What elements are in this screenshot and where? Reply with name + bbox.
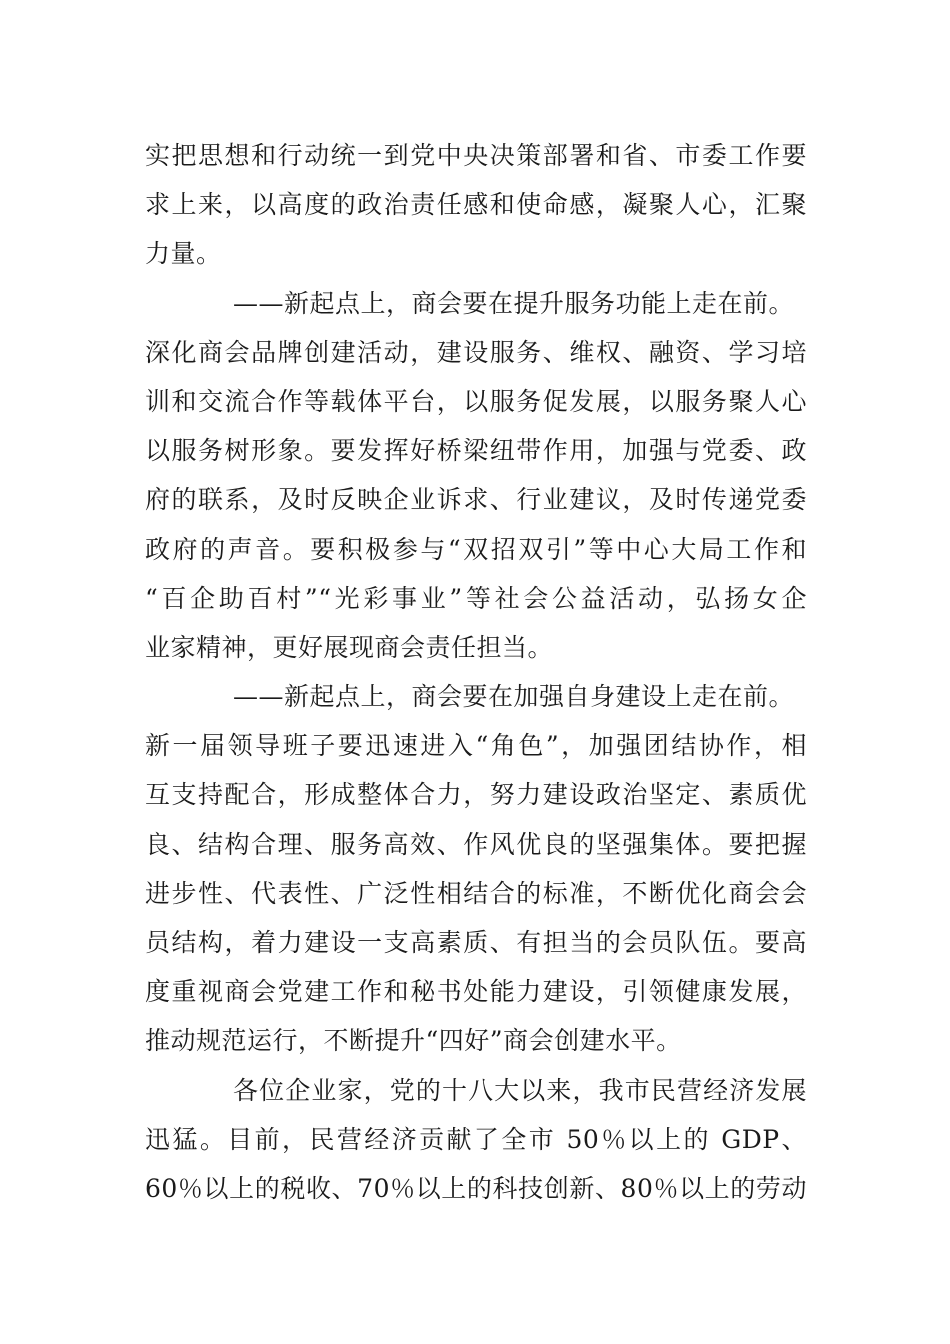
text-line: “百企助百村”“光彩事业”等社会公益活动，弘扬女企 — [145, 583, 807, 613]
text-line: 政府的声音。要积极参与“双招双引”等中心大局工作和 — [145, 534, 807, 564]
text-line: ——新起点上，商会要在提升服务功能上走在前。 — [233, 288, 795, 318]
text-line: 实把思想和行动统一到党中央决策部署和省、市委工作要 — [145, 141, 807, 170]
text-line: 进步性、代表性、广泛性相结合的标准，不断优化商会会 — [145, 878, 807, 908]
text-line: 府的联系，及时反映企业诉求、行业建议，及时传递党委 — [145, 485, 807, 515]
body-text — [145, 131, 807, 1213]
text-line: 良、结构合理、服务高效、作风优良的坚强集体。要把握 — [145, 829, 807, 859]
text-line: 业家精神，更好展现商会责任担当。 — [145, 632, 554, 662]
text-line: 推动规范运行，不断提升“四好”商会创建水平。 — [145, 1026, 682, 1056]
text-line: 新一届领导班子要迅速进入“角色”，加强团结协作，相 — [145, 731, 807, 761]
text-line: 各位企业家，党的十八大以来，我市民营经济发展 — [233, 1075, 807, 1105]
text-line: 以服务树形象。要发挥好桥梁纽带作用，加强与党委、政 — [145, 436, 807, 466]
text-line: 深化商会品牌创建活动，建设服务、维权、融资、学习培 — [145, 337, 807, 367]
text-line: 互支持配合，形成整体合力，努力建设政治坚定、素质优 — [145, 780, 807, 810]
text-line: 60％以上的税收、70％以上的科技创新、80％以上的劳动 — [145, 1173, 807, 1203]
text-line: 力量。 — [145, 239, 222, 269]
text-line: 训和交流合作等载体平台，以服务促发展，以服务聚人心 — [145, 386, 807, 416]
text-line: 度重视商会党建工作和秘书处能力建设，引领健康发展， — [145, 977, 807, 1007]
text-line: 员结构，着力建设一支高素质、有担当的会员队伍。要高 — [145, 928, 807, 957]
text-line: 迅猛。目前，民营经济贡献了全市 50％以上的 GDP、 — [145, 1124, 807, 1154]
text-line: ——新起点上，商会要在加强自身建设上走在前。 — [233, 682, 795, 712]
text-line: 求上来，以高度的政治责任感和使命感，凝聚人心，汇聚 — [145, 190, 807, 220]
